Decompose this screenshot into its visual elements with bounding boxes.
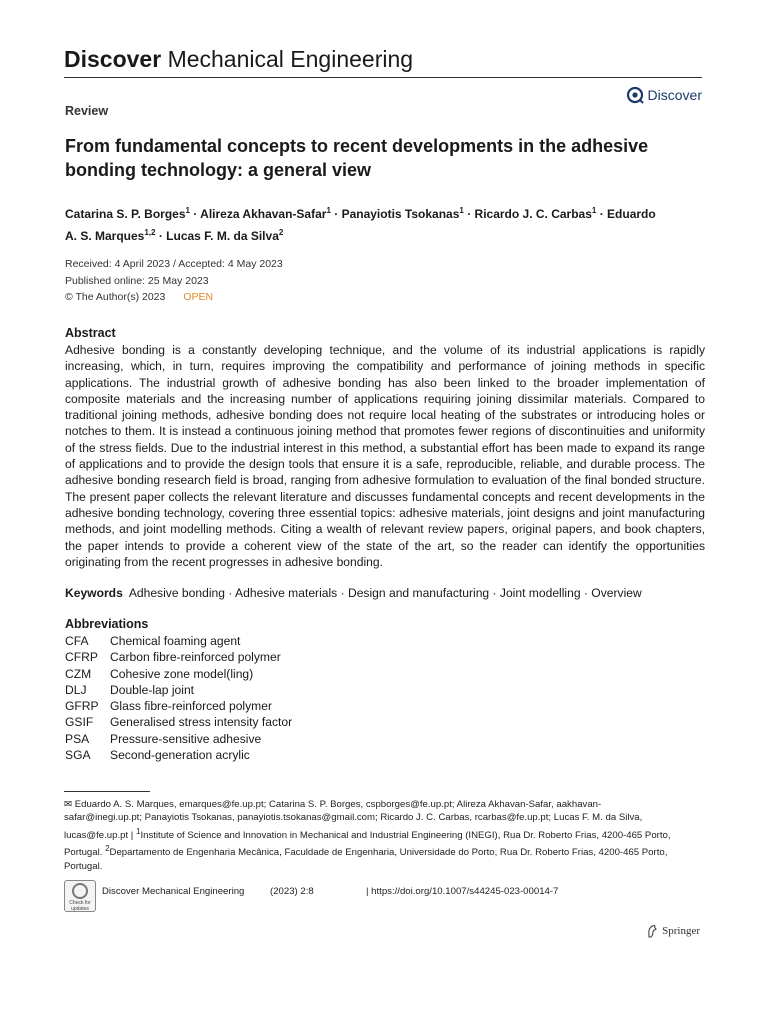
open-access-badge: OPEN [183, 291, 214, 303]
copyright: © The Author(s) 2023 [65, 291, 166, 303]
received-accepted: Received: 4 April 2023 / Accepted: 4 May 2023 [65, 258, 283, 270]
abbreviations-heading: Abbreviations [65, 617, 149, 631]
check-for-updates-badge[interactable] [64, 880, 96, 912]
check-updates-text: Check for updates [69, 900, 91, 912]
footnote-rule [64, 791, 150, 792]
discover-icon [626, 86, 644, 104]
aff2-number: 2 [105, 844, 110, 854]
keywords-label: Keywords [65, 586, 123, 600]
journal-title-rest: Mechanical Engineering [167, 46, 414, 72]
author-affiliation: 1 [459, 206, 464, 215]
author-separator: · [189, 207, 201, 221]
abbreviation-row [65, 698, 292, 714]
abbreviation-meaning: Chemical foaming agent [110, 634, 241, 648]
keywords [65, 586, 642, 600]
author-affiliation: 2 [278, 227, 284, 237]
published-online: Published online: 25 May 2023 [65, 274, 209, 287]
aff1-number: 1 [135, 826, 141, 836]
abbreviations-list [65, 633, 292, 763]
page-footer [64, 880, 704, 912]
author-name: Alireza Akhavan-Safar [200, 207, 327, 221]
author-affiliation: 1 [591, 206, 597, 215]
footnote-contacts: Eduardo A. S. Marques, emarques@fe.up.pt; Catarina S. P. Borges, cspborges@fe.up.pt; Alireza Akhavan-Safar, aakhavan-safar@inegi.up.pt; Panayiotis Tsokanas, panayiotis.tsokanas@gmail.com; Ricardo J. C. Carbas, rcarbas@fe.up.pt; Lucas F. M. da Silva, lucas@fe.up.pt | [64, 799, 643, 841]
author-separator: · [463, 207, 475, 221]
springer-horse-icon [646, 924, 658, 938]
author-separator: · [155, 228, 167, 243]
article-type: Review [65, 104, 109, 118]
abbreviation-code: CFRP [65, 650, 98, 665]
abbreviation-row [65, 714, 292, 730]
abstract-body: Adhesive bonding is a constantly developing technique, and the volume of its industrial applications is rapidly increasing, which, in turn, requires improving the compatibility and performance of joining methods in specific applications. The industrial growth of adhesive bonding has also been linked to the broader implementation of composite materials and the increasing number of applications requiring joining dissimilar materials. Compared to traditional joining methods, adhesive bonding does not require local heating of the substrates or introducing holes or notches to them. It is instead a continuous joining method that promotes fewer regions of discontinuities and uniformity of the stress fields. Due to the industrial interest in this method, a substantial effort has been made to expand its range of applications and to provide the design tools that ensure it is a safe, reproducible, reliable, and durable process. The adhesive bonding research field is broad, ranging from adhesive formulation to evaluation of the final bonded structure. The present paper collects the relevant literature and discusses fundamental concepts and recent developments in the adhesive bonding technology, covering three essential topics: adhesive materials, joint designs and joint manufacturing methods, and joint modelling methods. Citing a wealth of relevant review papers, original papers, and book chapters, the paper intends to provide a coherent view of the state of the art, so the reader can identify the opportunities originating from the recent progresses in adhesive bonding. [65, 343, 705, 569]
affiliation-1: Institute of Science and Innovation in Mechanical and Industrial Engineering (INEGI), Rua Dr. Roberto Frias, 4200-465 Porto, Portugal. [64, 830, 671, 859]
author-list [65, 202, 665, 245]
header-rule [64, 77, 702, 78]
author-name: Panayiotis Tsokanas [341, 207, 460, 221]
author-affiliation: 1 [326, 206, 331, 215]
footer-doi[interactable]: | https://doi.org/10.1007/s44245-023-00014-7 [366, 886, 559, 897]
footnote [64, 798, 676, 873]
abbreviation-code: DLJ [65, 682, 87, 697]
abbreviation-meaning: Glass fibre-reinforced polymer [110, 699, 272, 714]
abbreviation-meaning: Double-lap joint [110, 682, 195, 697]
abbreviation-row [65, 747, 292, 763]
abbreviation-row [65, 731, 292, 747]
springer-text: Springer [662, 925, 700, 937]
envelope-icon: ✉ [64, 799, 73, 810]
journal-title-bold: Discover [64, 46, 162, 72]
keywords-text: Adhesive bonding · Adhesive materials · Design and manufacturing · Joint modelling · Overview [128, 586, 642, 600]
abbreviation-code: PSA [65, 731, 90, 746]
abbreviation-row [65, 633, 292, 649]
abbreviation-row [65, 649, 292, 665]
copyright-line [65, 289, 283, 306]
abstract-heading: Abstract [65, 326, 116, 340]
discover-logo-text: Discover [647, 87, 702, 103]
abbreviation-meaning: Pressure-sensitive adhesive [110, 731, 262, 746]
author-name: Ricardo J. C. Carbas [474, 207, 592, 221]
article-dates [65, 256, 283, 306]
abbreviation-code: GSIF [65, 715, 94, 730]
abbreviation-code: SGA [65, 748, 91, 763]
footer-journal: Discover Mechanical Engineering [102, 886, 245, 897]
discover-logo [626, 86, 702, 104]
author-separator: · [596, 207, 608, 221]
springer-logo [646, 924, 700, 938]
abbreviation-meaning: Second-generation acrylic [110, 748, 250, 763]
abbreviation-code: CZM [65, 666, 92, 681]
abbreviation-meaning: Carbon fibre-reinforced polymer [110, 650, 281, 665]
footer-issue: (2023) 2:8 [270, 886, 314, 897]
author-name: Lucas F. M. da Silva [166, 228, 279, 243]
check-updates-icon [72, 883, 88, 899]
author-affiliation: 1,2 [144, 227, 156, 237]
journal-title [64, 46, 413, 73]
abbreviation-row [65, 666, 292, 682]
author-affiliation: 1 [185, 206, 190, 215]
abbreviation-code: CFA [65, 634, 89, 648]
article-title: From fundamental concepts to recent developments in the adhesive bonding technology: a general view [65, 136, 649, 180]
abbreviation-code: GFRP [65, 699, 99, 714]
abbreviation-meaning: Generalised stress intensity factor [110, 715, 293, 730]
affiliation-2: Departamento de Engenharia Mecânica, Faculdade de Engenharia, Universidade do Porto, Rua Dr. Roberto Frias, 4200-465 Porto, Portugal. [64, 847, 668, 872]
doi-link[interactable]: https://doi.org/10.1007/s44245-023-00014-7 [371, 886, 559, 897]
author-name: Eduardo A. S. Marques [65, 207, 656, 243]
abbreviation-meaning: Cohesive zone model(ling) [110, 666, 254, 681]
abbreviation-row [65, 682, 292, 698]
author-separator: · [330, 207, 342, 221]
author-name: Catarina S. P. Borges [65, 207, 186, 221]
